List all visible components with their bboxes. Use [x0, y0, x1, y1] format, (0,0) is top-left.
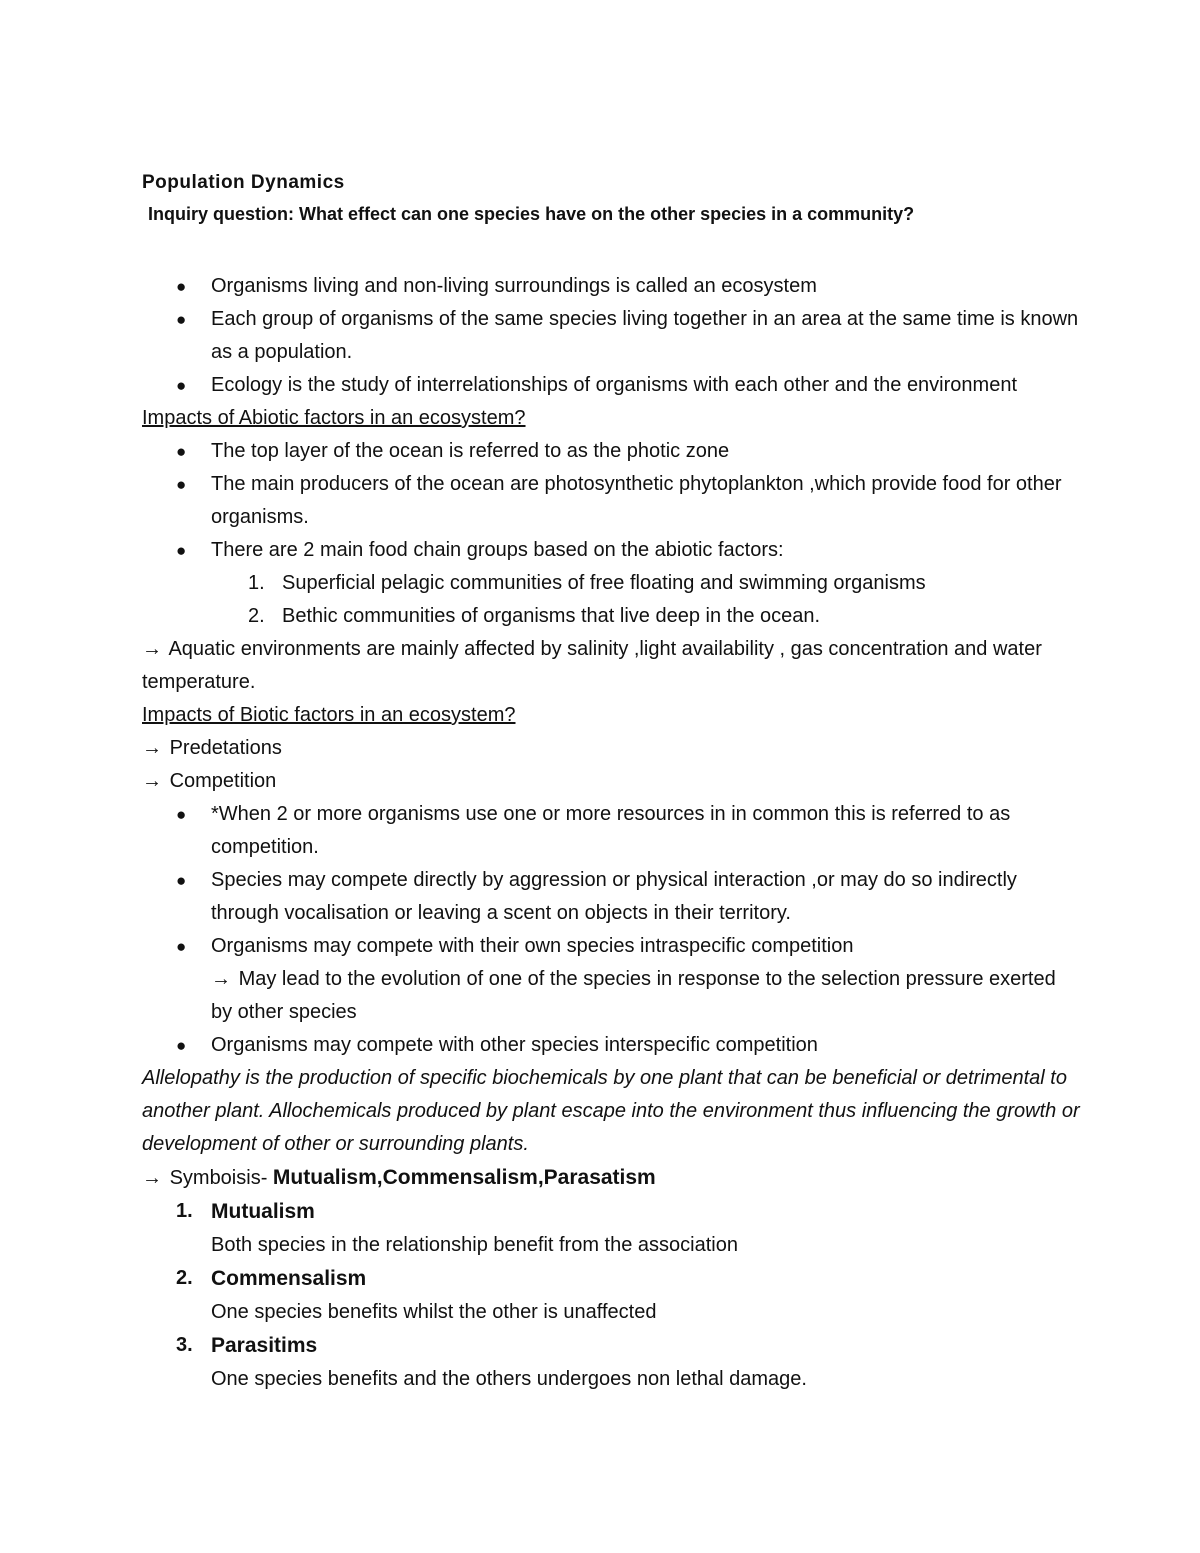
relationship-term: Parasitims	[211, 1334, 318, 1357]
relationship-term: Commensalism	[211, 1267, 367, 1290]
relationship-description: One species benefits whilst the other is unaffected	[211, 1301, 657, 1323]
symbiosis-prefix: Symboisis-	[169, 1167, 273, 1189]
list-item-text: There are 2 main food chain groups based on the abiotic factors:	[211, 539, 784, 561]
list-number: 3.	[176, 1334, 193, 1356]
arrow-item-text: Predetations	[169, 737, 282, 759]
arrow-item-predetations	[142, 732, 1082, 765]
arrow-item-text: Competition	[169, 770, 277, 792]
list-item	[142, 369, 1082, 402]
bullet-icon: ●	[176, 937, 187, 956]
bullet-icon: ●	[176, 541, 187, 560]
list-number: 1.	[248, 572, 265, 594]
aquatic-note-text: Aquatic environments are mainly affected by salinity ,light availability , gas concentration and water temperature.	[142, 638, 1042, 693]
symbiosis-types: Mutualism,Commensalism,Parasatism	[272, 1166, 656, 1189]
list-item	[142, 1195, 1082, 1262]
list-item-text: Species may compete directly by aggression or physical interaction ,or may do so indirectly through vocalisation or leaving a scent on objects in their territory.	[211, 869, 1017, 924]
bullet-icon: ●	[176, 277, 187, 296]
food-chain-groups-list	[142, 567, 1082, 633]
abiotic-bullet-list	[142, 435, 1082, 567]
bullet-icon: ●	[176, 442, 187, 461]
inquiry-question: Inquiry question: What effect can one species have on the other species in a community?	[148, 204, 915, 224]
list-item-text: *When 2 or more organisms use one or more resources in in common this is referred to as competition.	[211, 803, 1011, 858]
list-item	[142, 435, 1082, 468]
list-item-text: The main producers of the ocean are photosynthetic phytoplankton ,which provide food for other organisms.	[211, 473, 1062, 528]
abiotic-heading: Impacts of Abiotic factors in an ecosystem?	[142, 407, 526, 429]
bullet-icon: ●	[176, 1036, 187, 1055]
list-item	[142, 270, 1082, 303]
bullet-icon: ●	[176, 475, 187, 494]
intraspecific-note: May lead to the evolution of one of the species in response to the selection pressure exerted by other species	[211, 968, 1056, 1023]
relationship-term: Mutualism	[211, 1200, 315, 1223]
list-item	[142, 1029, 1082, 1062]
list-number: 1.	[176, 1200, 193, 1222]
list-number: 2.	[176, 1267, 193, 1289]
list-item-text: Organisms living and non-living surroundings is called an ecosystem	[211, 275, 817, 297]
arrow-icon: →	[142, 737, 162, 759]
list-item-text: Superficial pelagic communities of free floating and swimming organisms	[282, 572, 926, 594]
list-item-text: Each group of organisms of the same species living together in an area at the same time is known as a population.	[211, 308, 1079, 363]
list-item-text: Ecology is the study of interrelationships of organisms with each other and the environment	[211, 374, 1017, 396]
relationship-description: Both species in the relationship benefit from the association	[211, 1234, 738, 1256]
competition-bullet-list	[142, 798, 1082, 1062]
arrow-icon: →	[142, 770, 162, 792]
blank-line	[142, 230, 1082, 270]
list-item	[142, 468, 1082, 534]
bullet-icon: ●	[176, 310, 187, 329]
document-title: Population Dynamics	[142, 172, 345, 193]
list-item	[142, 1329, 1082, 1396]
allelopathy-paragraph: Allelopathy is the production of specific biochemicals by one plant that can be beneficial or detrimental to another plant. Allochemicals produced by plant escape into the environment thus influencing the growth or development of other or surrounding plants.	[142, 1067, 1080, 1155]
aquatic-note	[142, 633, 1082, 699]
list-number: 2.	[248, 605, 265, 627]
biotic-heading: Impacts of Biotic factors in an ecosystem?	[142, 704, 516, 726]
arrow-icon: →	[142, 638, 162, 660]
list-item-text: The top layer of the ocean is referred to as the photic zone	[211, 440, 730, 462]
bullet-icon: ●	[176, 805, 187, 824]
list-item	[142, 1262, 1082, 1329]
symbiosis-relationship-list	[142, 1195, 1082, 1396]
list-item	[142, 864, 1082, 930]
list-item	[142, 798, 1082, 864]
list-item	[142, 567, 1082, 600]
relationship-description: One species benefits and the others undergoes non lethal damage.	[211, 1368, 807, 1390]
list-item	[142, 600, 1082, 633]
list-item-text: Bethic communities of organisms that live deep in the ocean.	[282, 605, 821, 627]
arrow-icon: →	[142, 1167, 162, 1189]
list-item-text: Organisms may compete with their own species intraspecific competition	[211, 935, 854, 957]
symbiosis-line	[142, 1161, 1082, 1195]
bullet-icon: ●	[176, 871, 187, 890]
bullet-icon: ●	[176, 376, 187, 395]
list-item	[142, 303, 1082, 369]
list-item-text: Organisms may compete with other species interspecific competition	[211, 1034, 818, 1056]
list-item	[142, 930, 1082, 1029]
intro-bullet-list	[142, 270, 1082, 402]
list-item	[142, 534, 1082, 567]
arrow-icon: →	[211, 968, 231, 990]
arrow-item-competition	[142, 765, 1082, 798]
document-page	[142, 168, 1082, 1396]
